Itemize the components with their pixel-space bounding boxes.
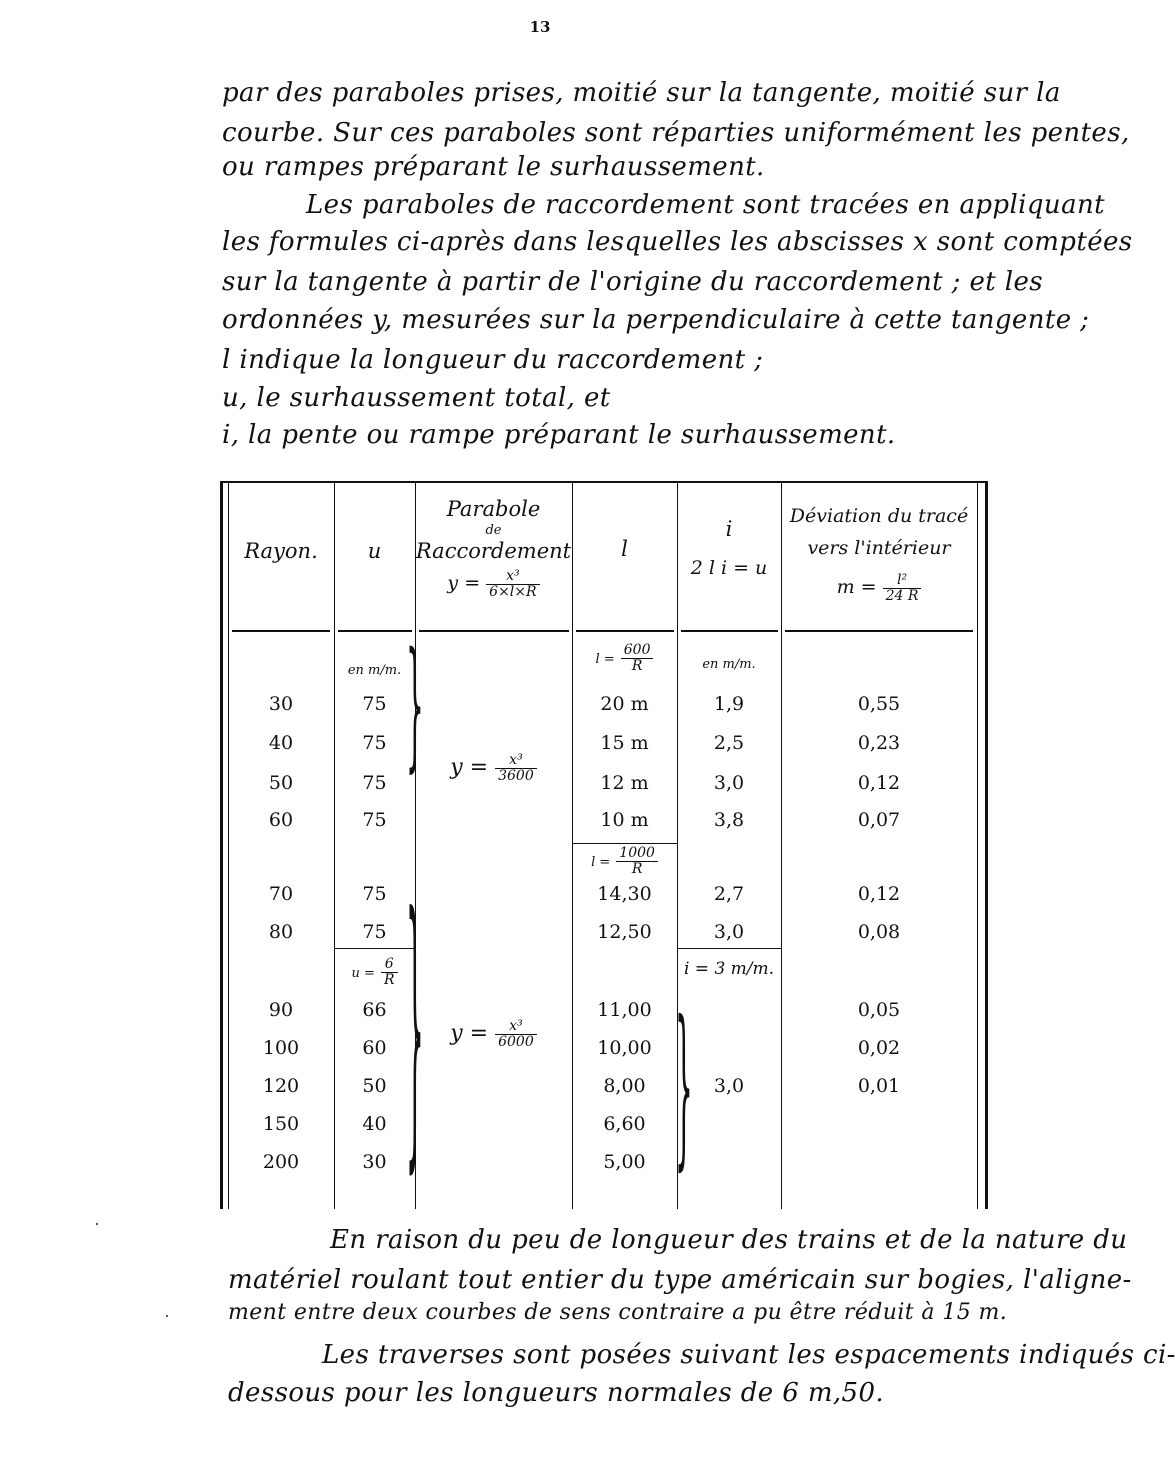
cell-rayon: 150 (262, 1113, 300, 1135)
header-parabole-formula-lhs: y = (447, 572, 481, 595)
cell-l: 15 m (600, 732, 649, 754)
header-i-formula: 2 l i = u (690, 557, 768, 579)
cell-u: 75 (362, 732, 387, 754)
unit-i: en m/m. (702, 657, 756, 672)
cell-u: 30 (362, 1151, 387, 1173)
header-deviation: Déviation du tracé (789, 505, 969, 527)
cell-i: 2,5 (713, 732, 745, 754)
outro-line-5: dessous pour les longueurs normales de 6 m,50. (228, 1378, 885, 1408)
intro-line-10: i, la pente ou rampe préparant le surhaussement. (222, 420, 896, 450)
cell-u: 40 (362, 1113, 387, 1135)
cell-m: 0,02 (857, 1037, 901, 1059)
cell-i: 3,8 (713, 809, 745, 831)
cell-rayon: 40 (268, 732, 294, 754)
cell-i: 3,0 (713, 772, 745, 794)
brace-group-3: } (675, 983, 693, 1189)
header-parabole-de: de (485, 523, 502, 538)
cell-l: 8,00 (603, 1075, 646, 1097)
cell-u: 60 (362, 1037, 387, 1059)
cell-rayon: 30 (268, 693, 294, 715)
cell-rayon: 120 (262, 1075, 300, 1097)
header-deviation-2: vers l'intérieur (807, 537, 951, 559)
cell-i: 2,7 (713, 883, 745, 905)
header-deviation-formula-lhs: m = (836, 576, 877, 599)
cell-l: 11,00 (597, 999, 652, 1021)
unit-u: en m/m. (347, 663, 402, 678)
u-formula-lhs: u = (351, 966, 375, 982)
u-formula-fraction (381, 957, 398, 987)
cell-m: 0,12 (857, 883, 901, 905)
l-formula-1000-fraction (616, 846, 658, 876)
radius-table (220, 481, 988, 1209)
l-formula-600 (572, 643, 677, 673)
cell-m: 0,23 (857, 732, 901, 754)
i-merged-value: 3,0 (713, 1075, 745, 1097)
parabola-formula-1-lhs: y = (450, 755, 489, 781)
cell-u: 66 (362, 999, 387, 1021)
brace-group-1: } (406, 622, 424, 787)
parabola-formula-1 (415, 753, 572, 783)
cell-l: 10 m (600, 809, 649, 831)
header-rayon: Rayon. (244, 539, 318, 563)
cell-rayon: 100 (262, 1037, 300, 1059)
cell-u: 75 (362, 693, 387, 715)
cell-i: 3,0 (713, 921, 745, 943)
intro-line-9: u, le surhaussement total, et (222, 383, 611, 413)
outro-line-4: Les traverses sont posées suivant les espacements indiqués ci- (322, 1340, 1176, 1370)
u-formula-den: R (383, 971, 395, 988)
cell-i: 1,9 (713, 693, 745, 715)
intro-line-2: courbe. Sur ces paraboles sont réparties uniformément les pentes, (222, 118, 1130, 148)
cell-m: 0,12 (857, 772, 901, 794)
parabola-formula-2-den: 6000 (498, 1033, 534, 1050)
header-deviation-formula (781, 573, 977, 603)
parabola-formula-2-num: x³ (495, 1019, 537, 1035)
intro-line-1: par des paraboles prises, moitié sur la tangente, moitié sur la (222, 78, 1061, 108)
parabola-formula-2 (415, 1019, 572, 1049)
cell-l: 14,30 (597, 883, 652, 905)
cell-rayon: 80 (268, 921, 294, 943)
cell-u: 75 (362, 809, 387, 831)
header-deviation-numerator: l² (883, 573, 922, 589)
outro-line-3: ment entre deux courbes de sens contraire a pu être réduit à 15 m. (228, 1300, 1008, 1325)
cell-rayon: 200 (262, 1151, 300, 1173)
cell-l: 10,00 (597, 1037, 652, 1059)
outro-line-1: En raison du peu de longueur des trains et de la nature du (330, 1225, 1128, 1255)
parabola-formula-1-den: 3600 (498, 767, 534, 784)
l-formula-1000 (572, 846, 677, 876)
parabola-formula-1-num: x³ (495, 753, 537, 769)
cell-rayon: 60 (268, 809, 294, 831)
margin-dot (96, 1223, 98, 1225)
cell-u: 75 (362, 921, 387, 943)
cell-m: 0,55 (857, 693, 901, 715)
cell-u: 50 (362, 1075, 387, 1097)
l-formula-1000-den: R (631, 860, 643, 877)
header-l: l (621, 537, 628, 561)
l-formula-600-num: 600 (621, 643, 654, 659)
outro-line-2: matériel roulant tout entier du type américain sur bogies, l'aligne- (228, 1265, 1132, 1295)
i-note: i = 3 m/m. (683, 959, 775, 979)
intro-line-3: ou rampes préparant le surhaussement. (222, 152, 765, 182)
cell-l: 12 m (600, 772, 649, 794)
parabola-formula-2-fraction (495, 1019, 537, 1049)
header-parabole-denominator: 6×l×R (489, 583, 537, 600)
header-deviation-denominator: 24 R (885, 587, 919, 604)
intro-line-7: ordonnées y, mesurées sur la perpendiculaire à cette tangente ; (222, 305, 1090, 335)
header-parabole: Parabole (446, 497, 541, 521)
header-u: u (367, 539, 382, 563)
header-parabole-fraction (486, 569, 539, 599)
l-formula-600-den: R (631, 657, 643, 674)
l-formula-1000-lhs: l = (591, 855, 611, 871)
parabola-formula-1-fraction (495, 753, 537, 783)
header-raccordement: Raccordement (415, 539, 572, 563)
intro-line-5: les formules ci-après dans lesquelles les abscisses x sont comptées (222, 227, 1133, 257)
l-formula-600-fraction (621, 643, 654, 673)
intro-line-6: sur la tangente à partir de l'origine du raccordement ; et les (222, 267, 1044, 297)
l-formula-1000-num: 1000 (616, 846, 658, 862)
parabola-formula-2-lhs: y = (450, 1021, 489, 1047)
cell-rayon: 70 (268, 883, 294, 905)
cell-m: 0,05 (857, 999, 901, 1021)
cell-m: 0,07 (857, 809, 901, 831)
brace-group-2: } (406, 854, 424, 1201)
intro-line-8: l indique la longueur du raccordement ; (222, 345, 764, 375)
intro-line-4: Les paraboles de raccordement sont tracées en appliquant (306, 190, 1105, 220)
page-number: 13 (529, 18, 551, 36)
header-parabole-numerator: x³ (486, 569, 539, 585)
cell-m: 0,08 (857, 921, 901, 943)
cell-u: 75 (362, 883, 387, 905)
l-formula-600-lhs: l = (595, 652, 615, 668)
u-formula (334, 957, 415, 987)
cell-l: 5,00 (603, 1151, 646, 1173)
cell-m: 0,01 (857, 1075, 901, 1097)
cell-l: 20 m (600, 693, 649, 715)
cell-l: 6,60 (603, 1113, 646, 1135)
u-formula-num: 6 (381, 957, 398, 973)
header-deviation-fraction (883, 573, 922, 603)
cell-rayon: 50 (268, 772, 294, 794)
header-i: i (725, 517, 733, 541)
cell-rayon: 90 (268, 999, 294, 1021)
cell-l: 12,50 (597, 921, 652, 943)
cell-u: 75 (362, 772, 387, 794)
margin-dot (166, 1315, 168, 1317)
header-parabole-formula (415, 569, 572, 599)
